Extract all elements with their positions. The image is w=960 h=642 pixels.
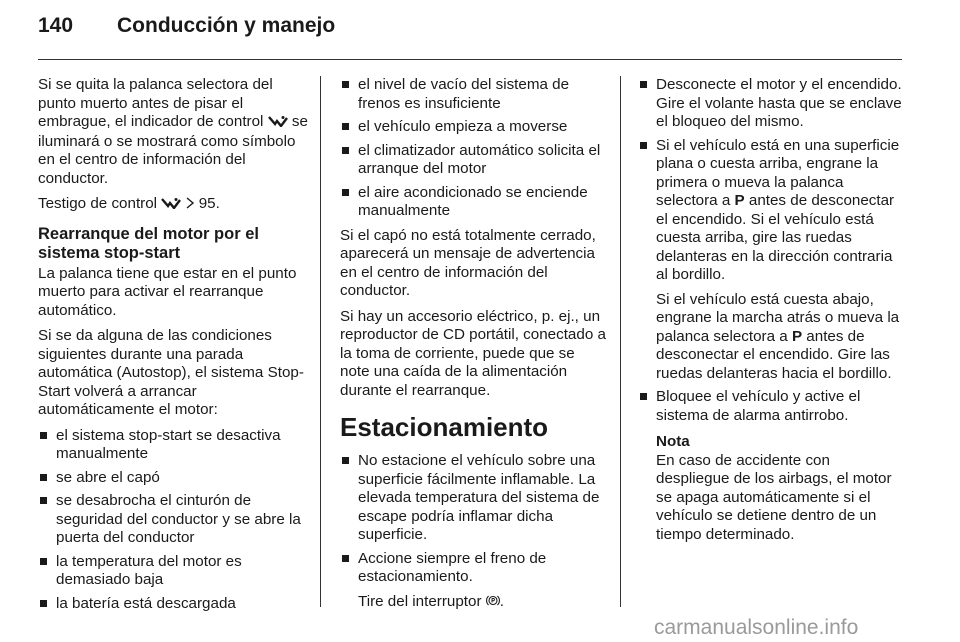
parking-brake-icon [486,594,500,613]
paragraph: Si se da alguna de las condiciones siguientes durante una parada automática (Autostop), el sistema Stop-Start volverá a arrancar automáticamente el motor: [38,327,304,418]
paragraph [340,593,606,613]
page-number: 140 [38,14,74,37]
instruction-list [638,388,904,425]
condition-list [38,427,312,614]
list-item: se abre el capó [38,469,312,488]
list-item: el nivel de vacío del sistema de frenos es insuficiente [340,76,606,113]
stop-start-icon [161,196,181,215]
text: se iluminará o se mostrará como símbolo en el centro de información del conductor. [38,113,308,187]
note-title: Nota [656,433,690,450]
list-item: la temperatura del motor es demasiado baja [38,553,312,590]
list-item [638,137,904,285]
list-item: el climatizador automático solicita el arranque del motor [340,142,606,179]
gear-p-label: P [791,327,803,345]
column-divider [320,76,321,607]
text: Testigo de control [38,195,162,212]
list-item: Accione siempre el freno de estacionamiento. [340,550,606,587]
watermark: carmanualsonline.info [654,616,859,639]
list-item: Desconecte el motor y el encendido. Gire el volante hasta que se enclave el bloqueo del mismo. [638,76,904,132]
paragraph [638,291,904,384]
list-item: el sistema stop-start se desactiva manualmente [38,427,312,464]
list-item: No estacione el vehículo sobre una superficie fácilmente inflamable. La elevada temperatura del sistema de escape podría inflamar dicha superficie. [340,452,606,545]
condition-list [340,76,606,221]
text: Si se quita la palanca selectora del punto muerto antes de pisar el embrague, el indicador de control [38,76,273,130]
stop-start-icon [268,114,288,133]
note [656,433,904,544]
list-item: se desabrocha el cinturón de seguridad del conductor y se abre la puerta del conductor [38,492,312,548]
text: antes de desconectar el encendido. Gire las ruedas delanteras hacia el bordillo. [656,327,892,382]
section-title: Conducción y manejo [117,14,336,37]
list-item: Bloquee el vehículo y active el sistema de alarma antirrobo. [638,388,904,425]
text: Si el vehículo está cuesta abajo, engrane la marcha atrás o mueva la palanca selectora a [656,290,900,345]
page-reference-arrow-icon [186,196,195,215]
instruction-list [340,452,606,587]
text: antes de desconectar el encendido. Si el vehículo está cuesta arriba, gire las ruedas delanteras en la dirección contraria al bordillo. [656,192,895,283]
column-1 [38,76,312,619]
subheading: Rearranque del motor por el sistema stop-start [38,224,259,262]
text: Tire del interruptor [358,592,486,610]
page-header [0,0,960,60]
text: . [499,592,504,610]
header-rule [38,59,902,60]
paragraph: Si el capó no está totalmente cerrado, aparecerá un mensaje de advertencia en el centro de información del conductor. [340,226,596,299]
column-3 [638,76,904,544]
list-item: el vehículo empieza a moverse [340,118,606,137]
column-2 [340,76,606,617]
gear-p-label: P [734,192,745,209]
section-heading: Estacionamiento [340,412,549,442]
paragraph [38,76,312,188]
column-divider [620,76,621,607]
list-item: la batería está descargada [38,595,312,614]
paragraph [38,195,312,215]
paragraph: Si hay un accesorio eléctrico, p. ej., un reproductor de CD portátil, conectado a la toma de corriente, puede que se note una caída de la alimentación durante el rearranque. [340,307,606,399]
text: 95. [194,195,220,212]
list-item: el aire acondicionado se enciende manualmente [340,184,606,221]
text: Si el vehículo está en una superficie plana o cuesta arriba, engrane la primera o mueva la palanca selectora a [656,136,900,209]
instruction-list [638,76,904,285]
note-text: En caso de accidente con despliegue de los airbags, el motor se apaga automáticamente si el vehículo se detiene dentro de un tiempo determinado. [656,451,892,543]
paragraph: La palanca tiene que estar en el punto muerto para activar el rearranque automático. [38,264,297,319]
